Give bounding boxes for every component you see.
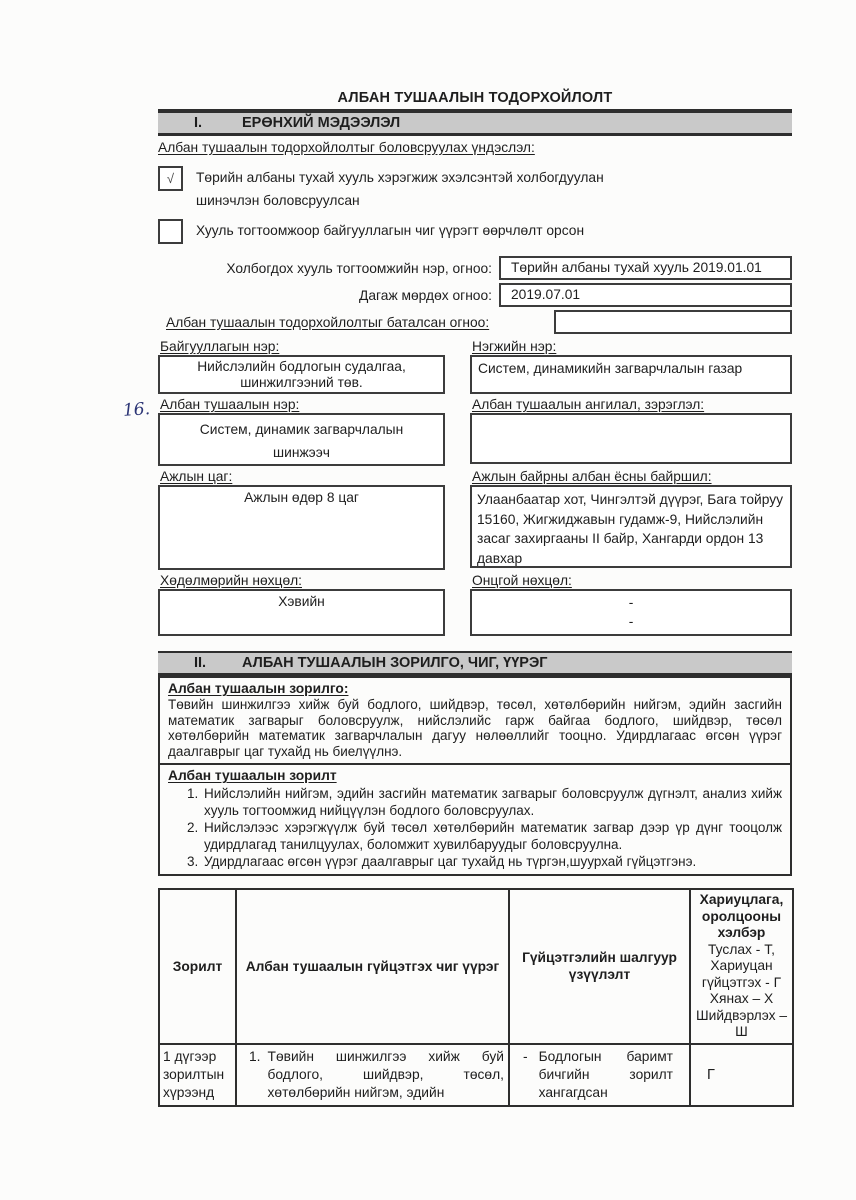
responsibility-legend-line: Шийдвэрлэх – Ш xyxy=(695,1007,788,1039)
duties-table-row xyxy=(159,1044,793,1106)
duty-number: 1. xyxy=(249,1048,261,1064)
follow-date-label: Дагаж мөрдөх огноо: xyxy=(359,287,492,303)
objective-item: 1. Нийслэлийн нийгэм, эдийн засгийн математик загварыг боловсруулж дүгнэлт, анализ хийж хууль тогтоомжид нийцүүлэн бодлого боловсруулах. xyxy=(202,785,782,819)
responsibility-legend-line: Хянах – Х xyxy=(709,991,774,1006)
position-name-line1: Систем, динамик загварчлалын xyxy=(199,422,404,437)
work-hours-field: Ажлын өдөр 8 цаг xyxy=(158,485,445,570)
unit-name-cell xyxy=(470,336,792,394)
objectives-heading: Албан тушаалын зорилт xyxy=(168,768,337,783)
work-location-label: Ажлын байрны албан ёсны байршил: xyxy=(472,469,712,484)
position-name-cell xyxy=(158,394,445,466)
special-condition-label: Онцгой нөхцөл: xyxy=(472,573,572,588)
position-class-field xyxy=(470,413,792,464)
basis-label: Албан тушаалын тодорхойлолтыг боловсруулах үндэслэл: xyxy=(158,140,535,155)
special-condition-line2: - xyxy=(628,614,634,629)
purpose-box xyxy=(158,676,792,765)
org-name-field xyxy=(158,355,445,394)
org-name-line2: шинжилгээний төв. xyxy=(240,375,363,390)
section1-title: ЕРӨНХИЙ МЭДЭЭЛЭЛ xyxy=(242,115,401,131)
objectives-list xyxy=(168,785,782,870)
document-title: АЛБАН ТУШААЛЫН ТОДОРХОЙЛОЛТ xyxy=(158,90,792,111)
section2-number: II. xyxy=(194,655,207,671)
header-responsibility xyxy=(690,889,793,1044)
duty-text: Төвийн шинжилгээ хийж буй бодлого, шийдвэр, төсөл, хөтөлбөрийн нийгэм, эдийн xyxy=(267,1048,504,1100)
special-condition-line1: - xyxy=(628,595,634,610)
section1-number: I. xyxy=(194,115,203,131)
approved-date-field xyxy=(554,310,792,334)
approved-date-label: Албан тушаалын тодорхойлолтыг баталсан огноо: xyxy=(166,314,490,330)
checkbox-label: Төрийн албаны тухай хууль хэрэгжиж эхэлсэнтэй холбогдуулан шинэчлэн боловсруулсан xyxy=(196,170,604,208)
duties-table xyxy=(158,888,794,1107)
unit-name-label: Нэгжийн нэр: xyxy=(472,339,557,354)
document-content xyxy=(158,90,792,1107)
objective-item: 3. Удирдлагаас өгсөн үүрэг даалгаврыг цаг тухайд нь түргэн,шуурхай гүйцэтгэнэ. xyxy=(202,853,782,870)
position-name-line2: шинжээч xyxy=(273,445,330,460)
section2-title: АЛБАН ТУШААЛЫН ЗОРИЛГО, ЧИГ, ҮҮРЭГ xyxy=(242,655,548,671)
checkbox-row-function-change xyxy=(158,219,792,244)
header-duties: Албан тушаалын гүйцэтгэх чиг үүрэг xyxy=(236,889,509,1044)
duty-cell xyxy=(236,1044,509,1106)
role-cell: Г xyxy=(690,1044,793,1106)
special-condition-field xyxy=(470,589,792,636)
related-law-label: Холбогдох хууль тогтоомжийн нэр, огноо: xyxy=(226,260,492,276)
work-location-field: Улаанбаатар хот, Чингэлтэй дүүрэг, Бага тойруу 15160, Жигжиджавын гудамж-9, Нийслэлийн засаг захиргааны II байр, Хангарди ордон 13 давхар xyxy=(470,485,792,568)
work-hours-label: Ажлын цаг: xyxy=(160,469,233,484)
responsibility-legend-line: Хариуцан гүйцэтгэх - Г xyxy=(701,958,782,990)
unit-name-field: Систем, динамикийн загварчлалын газар xyxy=(470,355,792,394)
special-condition-cell xyxy=(470,570,792,636)
section2-header-bar xyxy=(158,651,792,676)
related-law-row xyxy=(158,256,792,280)
labor-condition-field: Хэвийн xyxy=(158,589,445,636)
related-law-field: Төрийн албаны тухай хууль 2019.01.01 xyxy=(499,256,792,280)
responsibility-legend-line: Туслах - Т, xyxy=(708,941,775,957)
purpose-text: Төвийн шинжилгээ хийж буй бодлого, шийдвэр, төсөл, хөтөлбөрийн нийгэм, эдийн засгийн математик загварыг боловсруулж, нийслэлийс гарж байгаа бодлого, шийдвэр, төсөл хөтөлбөрийн математик загварчлалын дагуу нөлөөллийг тооцно. Удирдлагаас өгсөн үүрэг даалгаврыг цаг тухайд нь биелүүлнэ. xyxy=(168,697,782,759)
duties-table-header-row xyxy=(159,889,793,1044)
checkmark-icon: √ xyxy=(166,171,175,186)
labor-condition-cell xyxy=(158,570,445,636)
objective-cell: 1 дүгээр зорилтын хүрээнд xyxy=(159,1044,236,1106)
purpose-heading: Албан тушаалын зорилго: xyxy=(168,681,349,696)
position-class-label: Албан тушаалын ангилал, зэрэглэл: xyxy=(472,397,705,412)
position-name-label: Албан тушаалын нэр: xyxy=(160,397,300,412)
position-class-cell xyxy=(470,394,792,466)
approved-date-row xyxy=(158,310,792,334)
header-objective: Зорилт xyxy=(159,889,236,1044)
checkbox-label: Хууль тогтоомжоор байгууллагын чиг үүрэгт өөрчлөлт орсон xyxy=(196,223,585,238)
labor-condition-label: Хөдөлмөрийн нөхцөл: xyxy=(160,573,302,588)
header-criteria: Гүйцэтгэлийн шалгуур үзүүлэлт xyxy=(509,889,690,1044)
org-name-line1: Нийслэлийн бодлогын судалгаа, xyxy=(197,359,406,374)
checkbox-row-renewed-law xyxy=(158,166,792,212)
follow-date-field: 2019.07.01 xyxy=(499,283,792,307)
follow-date-row xyxy=(158,283,792,307)
general-info-grid xyxy=(158,336,792,636)
handwritten-margin-note: 16. xyxy=(122,399,151,421)
position-name-field xyxy=(158,413,445,466)
objective-item: 2. Нийслэлээс хэрэгжүүлж буй төсөл хөтөлбөрийн математик загвар дээр үр дүнг тооцолж удирдлагад танилцуулах, боломжит хувилбаруудыг боловсруулна. xyxy=(202,819,782,853)
objectives-box xyxy=(158,763,792,876)
checkbox-checked xyxy=(158,166,183,191)
org-name-label: Байгууллагын нэр: xyxy=(160,339,280,354)
section1-header-bar xyxy=(158,111,792,136)
work-hours-cell xyxy=(158,466,445,570)
header-responsibility-title: Хариуцлага, оролцооны хэлбэр xyxy=(699,892,784,940)
checkbox-unchecked xyxy=(158,219,183,244)
criteria-text: Бодлогын баримт бичгийн зорилт хангагдсан xyxy=(538,1048,673,1100)
criteria-cell xyxy=(509,1044,690,1106)
work-location-cell xyxy=(470,466,792,570)
criteria-bullet: - xyxy=(523,1048,528,1064)
org-name-cell xyxy=(158,336,445,394)
